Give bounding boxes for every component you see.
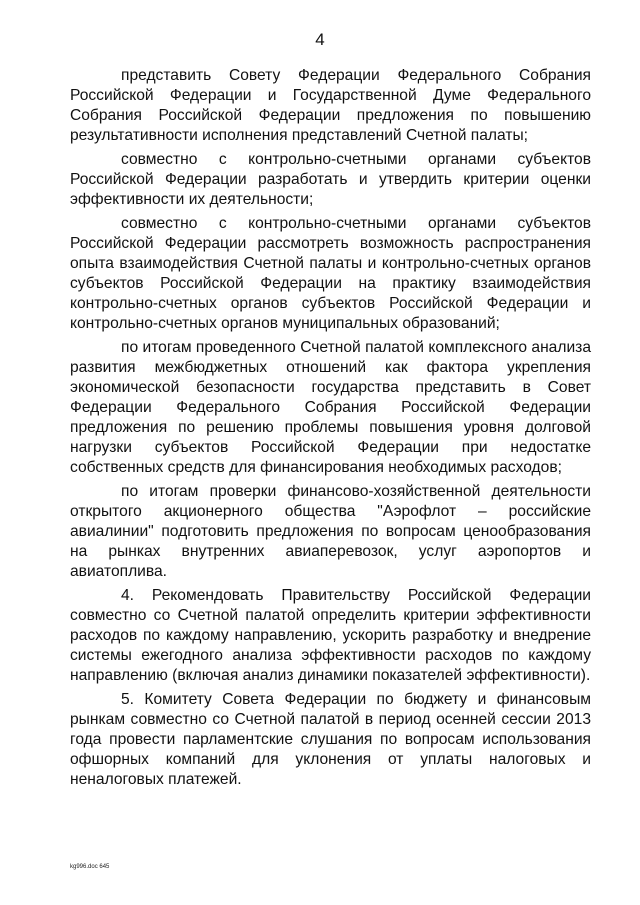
paragraph-2: совместно с контрольно-счетными органами субъектов Российской Федерации разработать и утвердить критерии оценки эффективности их деятельности; — [70, 151, 591, 208]
document-body — [70, 66, 591, 794]
paragraph-7: 5. Комитету Совета Федерации по бюджету и финансовым рынкам совместно со Счетной палатой в период осенней сессии 2013 года провести парламентские слушания по вопросам использования офшорных компаний для уклонения от уплаты налоговых и неналоговых платежей. — [70, 691, 591, 788]
paragraph-6: 4. Рекомендовать Правительству Российской Федерации совместно со Счетной палатой определить критерии эффективности расходов по каждому направлению, ускорить разработку и внедрение системы ежегодного анализа эффективности расходов по каждому направлению (включая анализ динамики показателей эффективности). — [70, 587, 591, 684]
file-reference-footer: kg996.doc 645 — [70, 864, 110, 870]
paragraph-1: представить Совету Федерации Федерального Собрания Российской Федерации и Государственной Думе Федерального Собрания Российской Федерации предложения по повышению результативности исполнения представлений Счетной палаты; — [70, 67, 591, 144]
paragraph-5: по итогам проверки финансово-хозяйственной деятельности открытого акционерного общества "Аэрофлот – российские авиалинии" подготовить предложения по вопросам ценообразования на рынках внутренних авиаперевозок, услуг аэропортов и авиатоплива. — [70, 483, 591, 580]
paragraph-4: по итогам проведенного Счетной палатой комплексного анализа развития межбюджетных отношений как фактора укрепления экономической безопасности государства представить в Совет Федерации Федерального Собрания Российской Федерации предложения по решению проблемы повышения уровня долговой нагрузки субъектов Российской Федерации при недостатке собственных средств для финансирования необходимых расходов; — [70, 339, 591, 476]
page-number: 4 — [315, 30, 325, 49]
paragraph-3: совместно с контрольно-счетными органами субъектов Российской Федерации рассмотреть возможность распространения опыта взаимодействия Счетной палаты и контрольно-счетных органов субъектов Российской Федерации на практику взаимодействия контрольно-счетных органов субъектов Российской Федерации и контрольно-счетных органов муниципальных образований; — [70, 215, 591, 332]
